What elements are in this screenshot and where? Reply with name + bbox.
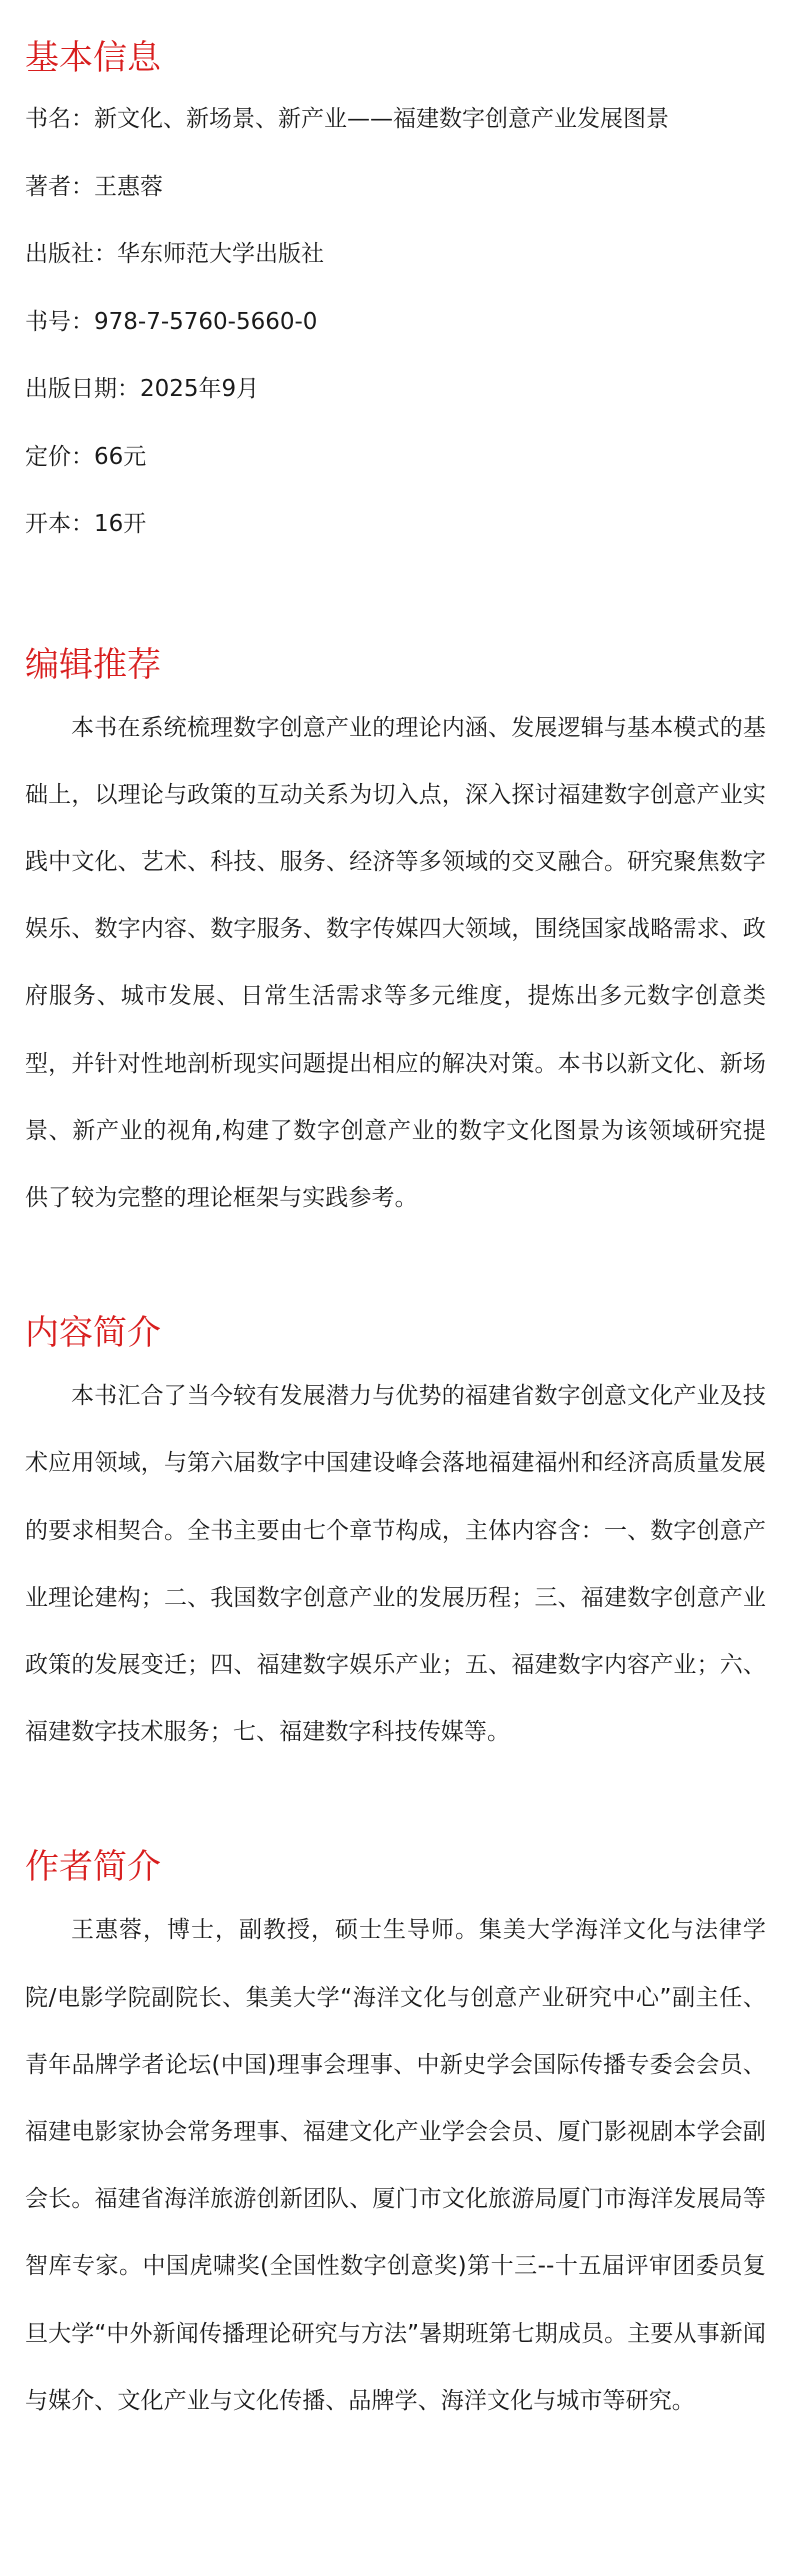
- format-row: 开本：16开: [25, 511, 147, 537]
- content-intro-section: [25, 1309, 766, 1766]
- publish-date-row: 出版日期：2025年9月: [25, 376, 260, 402]
- editor-recommendation-section: [25, 641, 766, 1233]
- author-row: 著者：王惠蓉: [25, 173, 163, 200]
- isbn-row: 书号：978-7-5760-5660-0: [25, 308, 318, 335]
- basic-info-list: [25, 86, 766, 559]
- editor-recommendation-heading: 编辑推荐: [25, 644, 161, 685]
- basic-info-heading: 基本信息: [25, 38, 161, 78]
- price-row: 定价：66元: [25, 443, 147, 470]
- publisher-row: 出版社：华东师范大学出版社: [25, 241, 324, 267]
- content-intro-heading: 内容简介: [25, 1313, 161, 1354]
- author-intro-section: [25, 1843, 766, 2435]
- content-intro-text: 本书汇合了当今较有发展潜力与优势的福建省数字创意文化产业及技术应用领域，与第六届数字中国建设峰会落地福建福州和经济高质量发展的要求相契合。全书主要由七个章节构成，主体内容含：一、数字创意产业理论建构；二、我国数字创意产业的发展历程；三、福建数字创意产业政策的发展变迁；四、福建数字娱乐产业；五、福建数字内容产业；六、福建数字技术服务；七、福建数字科技传媒等。: [25, 1383, 766, 1746]
- book-title-row: 书名：新文化、新场景、新产业——福建数字创意产业发展图景: [25, 106, 669, 132]
- author-intro-text: 王惠蓉，博士，副教授，硕士生导师。集美大学海洋文化与法律学院/电影学院副院长、集美大学“海洋文化与创意产业研究中心”副主任、青年品牌学者论坛(中国)理事会理事、中新史学会国际传播专委会会员、福建电影家协会常务理事、福建文化产业学会会员、厦门影视剧本学会副会长。福建省海洋旅游创新团队、厦门市文化旅游局厦门市海洋发展局等智库专家。中国虎啸奖(全国性数字创意奖)第十三--十五届评审团委员复旦大学“中外新闻传播理论研究与方法”暑期班第七期成员。主要从事新闻与媒介、文化产业与文化传播、品牌学、海洋文化与城市等研究。: [25, 1917, 766, 2414]
- editor-recommendation-text: 本书在系统梳理数字创意产业的理论内涵、发展逻辑与基本模式的基础上，以理论与政策的互动关系为切入点，深入探讨福建数字创意产业实践中文化、艺术、科技、服务、经济等多领域的交叉融合。研究聚焦数字娱乐、数字内容、数字服务、数字传媒四大领域，围绕国家战略需求、政府服务、城市发展、日常生活需求等多元维度，提炼出多元数字创意类型，并针对性地剖析现实问题提出相应的解决对策。本书以新文化、新场景、新产业的视角,构建了数字创意产业的数字文化图景为该领域研究提供了较为完整的理论框架与实践参考。: [25, 714, 766, 1211]
- author-intro-heading: 作者简介: [25, 1847, 161, 1888]
- basic-info-section: [25, 0, 766, 559]
